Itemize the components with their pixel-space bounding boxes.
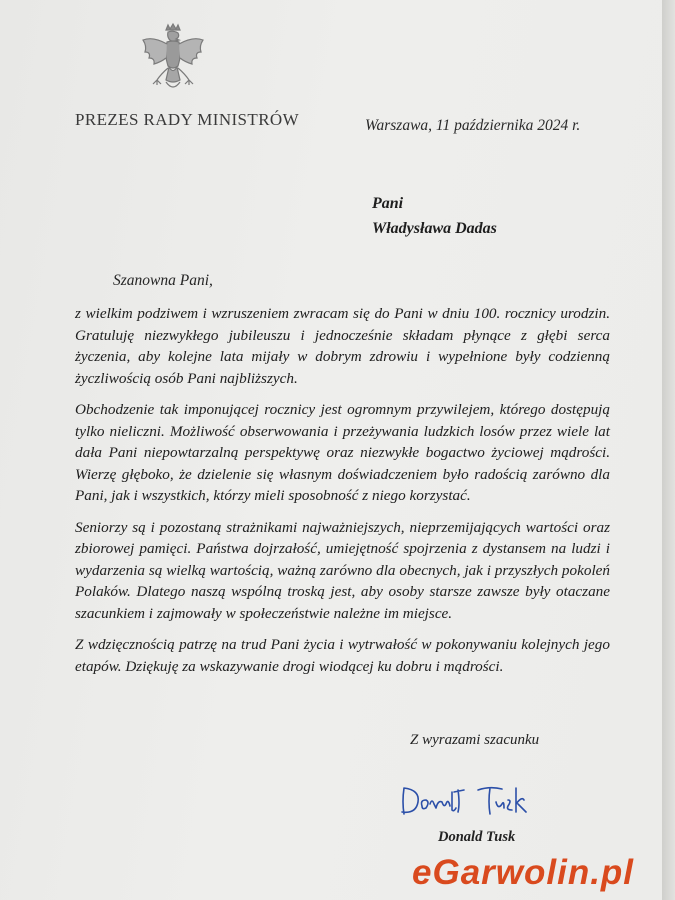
paragraph-3: Seniorzy są i pozostaną strażnikami najważniejszych, nieprzemijających wartości oraz zbiorowej pamięci. Państwa dojrzałość, umiejętność spojrzenia z dystansem na ludzi i wydarzenia są wielką wartością, ważną zarówno dla obecnych, jak i przyszłych pokoleń Polaków. Dlatego naszą wspólną troską jest, aby osoby starsze zawsze były otaczane szacunkiem i zajmowały w społeczeństwie należne im miejsce. <box>75 518 610 622</box>
paper-edge <box>662 0 675 900</box>
addressee-title: Pani <box>372 195 404 212</box>
closing-phrase: Z wyrazami szacunku <box>410 732 540 748</box>
office-heading: PREZES RADY MINISTRÓW <box>75 110 300 129</box>
addressee-block <box>372 195 497 245</box>
handwritten-signature <box>398 780 558 820</box>
paragraph-2: Obchodzenie tak imponującej rocznicy jest ogromnym przywilejem, którego dostępują tylko nieliczni. Możliwość obserwowania i przeżywania ludzkich losów przez wiele lat dała Pani niepowtarzalną perspektywę oraz niezwykłe bogactwo życiowej mądrości. Wierzę głęboko, że dzielenie się własnym doświadczeniem było radością zarówno dla Pani, jak i wszystkich, którzy mieli sposobność z niego korzystać. <box>75 401 610 504</box>
signature-text: Donald Tusk <box>398 780 404 781</box>
watermark-logo: eGarwolin.pl <box>412 853 635 892</box>
polish-eagle-icon <box>137 22 209 100</box>
addressee-name: Władysława Dadas <box>372 220 497 237</box>
greeting: Szanowna Pani, <box>113 272 213 289</box>
paragraph-1: z wielkim podziwem i wzruszeniem zwracam się do Pani w dniu 100. rocznicy urodzin. Gratuluję niezwykłego jubileuszu i jednocześnie składam płynące z głębi serca życzenia, aby kolejne lata mijały w dobrym zdrowiu i wypełnione były codzienną życzliwością osób Pani najbliższych. <box>75 305 610 387</box>
paragraph-4: Z wdzięcznością patrzę na trud Pani życia i wytrwałość w pokonywaniu kolejnych jego etapów. Dziękuję za wskazywanie drogi wiodącej ku dobru i mądrości. <box>75 636 610 675</box>
letter-date: Warszawa, 11 października 2024 r. <box>365 117 581 134</box>
signer-name: Donald Tusk <box>438 829 516 845</box>
letter-body <box>75 303 610 687</box>
